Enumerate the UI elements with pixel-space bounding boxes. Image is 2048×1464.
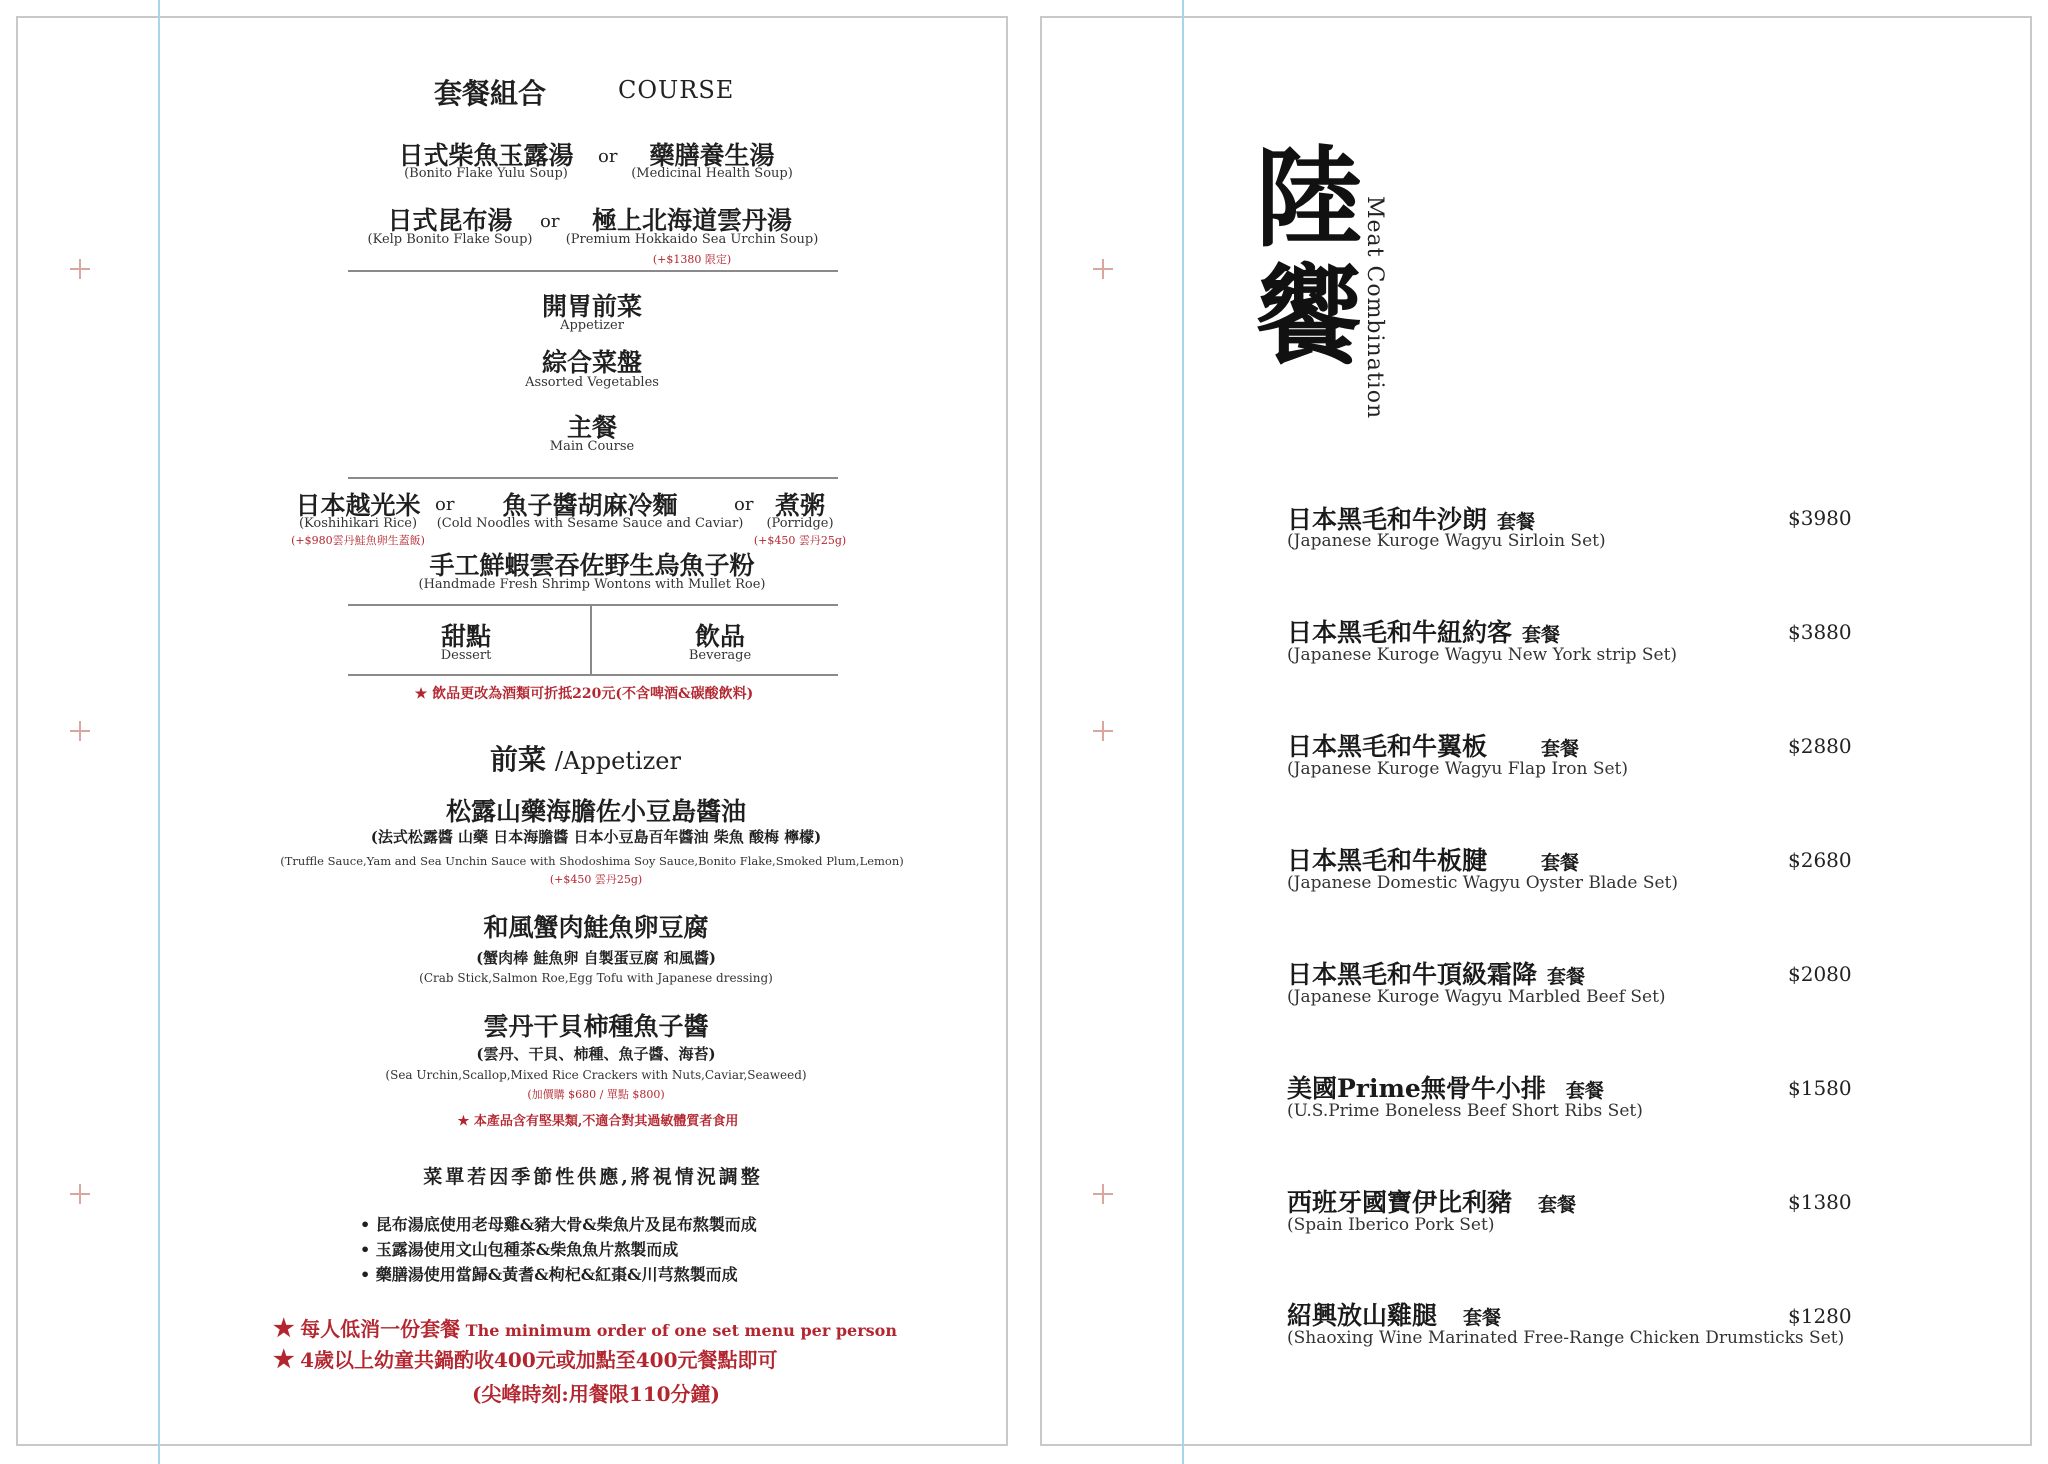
menu-item-en: (Japanese Kuroge Wagyu Sirloin Set) <box>1287 531 1606 551</box>
star-icon: ★ <box>273 1344 295 1373</box>
appetizer-urchin-note: (加價購 $680 / 單點 $800) <box>527 1088 665 1101</box>
or-label: or <box>598 146 618 167</box>
menu-item-en: (U.S.Prime Boneless Beef Short Ribs Set) <box>1287 1101 1643 1121</box>
appetizer-urchin-sub: (雲丹、干貝、柿種、魚子醬、海苔) <box>476 1045 716 1063</box>
course-vegetables-en: Assorted Vegetables <box>525 375 659 390</box>
policy-children <box>273 1344 778 1373</box>
beverage-en: Beverage <box>688 648 752 663</box>
season-note: 菜單若因季節性供應,將視情況調整 <box>423 1166 763 1188</box>
set-tag: 套餐 <box>1522 624 1561 646</box>
nut-warning <box>458 1110 739 1129</box>
list-item: • 藥膳湯使用當歸&黃耆&枸杞&紅棗&川芎熬製而成 <box>360 1265 738 1284</box>
set-tag: 套餐 <box>1538 1194 1577 1216</box>
list-item: • 昆布湯底使用老母雞&豬大骨&柴魚片及昆布熬製而成 <box>360 1215 757 1234</box>
set-tag: 套餐 <box>1541 738 1580 760</box>
set-tag: 套餐 <box>1463 1307 1502 1329</box>
drink-note-text: 飲品更改為酒類可折抵220元(不含啤酒&碳酸飲料) <box>432 686 754 702</box>
nut-warning-text: 本產品含有堅果類,不適合對其過敏體質者食用 <box>473 1114 739 1129</box>
menu-item-price: $1280 <box>1788 1304 1852 1328</box>
menu-item-price: $1580 <box>1788 1076 1852 1100</box>
main-noodles-en: (Cold Noodles with Sesame Sauce and Caviar) <box>436 516 744 531</box>
course-heading-zh: 套餐組合 <box>434 77 547 110</box>
appetizer-heading-en: /Appetizer <box>554 747 681 775</box>
divider <box>348 270 838 272</box>
crop-mark <box>1093 259 1113 279</box>
drink-note <box>415 683 754 703</box>
main-porridge-note: (+$450 雲丹25g) <box>753 534 847 547</box>
course-appetizer-zh: 開胃前菜 <box>541 292 643 321</box>
set-tag: 套餐 <box>1541 852 1580 874</box>
appetizer-truffle-sub: (法式松露醬 山藥 日本海膽醬 日本小豆島百年醬油 柴魚 酸梅 檸檬) <box>370 828 822 846</box>
divider <box>348 674 838 676</box>
appetizer-crab-sub: (蟹肉棒 鮭魚卵 自製蛋豆腐 和風醬) <box>476 949 716 967</box>
menu-item-name: 日本黑毛和牛紐約客 套餐 <box>1287 618 1561 647</box>
policy-minimum-en: The minimum order of one set menu per person <box>465 1321 897 1340</box>
or-label: or <box>435 494 455 515</box>
menu-item-name: 日本黑毛和牛頂級霜降 套餐 <box>1287 960 1586 989</box>
divider <box>348 604 838 606</box>
soup-urchin-note: (+$1380 限定) <box>652 253 732 266</box>
menu-item-price: $3880 <box>1788 620 1852 644</box>
peak-hours-note: (尖峰時刻:用餐限110分鐘) <box>471 1382 721 1406</box>
dessert-en: Dessert <box>440 648 492 663</box>
soup-bonito-zh: 日式柴魚玉露湯 <box>398 141 574 170</box>
soup-kelp-zh: 日式昆布湯 <box>387 206 513 235</box>
menu-item-price: $2680 <box>1788 848 1852 872</box>
appetizer-heading-zh: 前菜 <box>490 743 547 776</box>
menu-item-price: $1380 <box>1788 1190 1852 1214</box>
crop-mark <box>1093 1184 1113 1204</box>
set-tag: 套餐 <box>1547 966 1586 988</box>
crop-mark <box>70 721 90 741</box>
soup-bonito-en: (Bonito Flake Yulu Soup) <box>404 166 568 181</box>
course-main-zh: 主餐 <box>566 413 618 442</box>
course-main-en: Main Course <box>549 439 635 454</box>
menu-item-name: 美國Prime無骨牛小排 套餐 <box>1287 1074 1604 1103</box>
menu-item-name: 日本黑毛和牛沙朗 套餐 <box>1287 505 1536 534</box>
guide-line <box>158 0 160 1464</box>
crop-mark <box>70 1184 90 1204</box>
menu-item-name: 西班牙國寶伊比利豬 套餐 <box>1287 1188 1577 1217</box>
soup-urchin-zh: 極上北海道雲丹湯 <box>591 206 793 235</box>
menu-item-en: (Japanese Kuroge Wagyu Marbled Beef Set) <box>1287 987 1666 1007</box>
star-icon: ★ <box>273 1313 295 1342</box>
course-vegetables-zh: 綜合菜盤 <box>541 348 643 377</box>
main-rice-zh: 日本越光米 <box>295 491 421 520</box>
menu-item-price: $3980 <box>1788 506 1852 530</box>
soup-notes-list <box>360 1212 757 1287</box>
or-label: or <box>540 211 560 232</box>
main-noodles-zh: 魚子醬胡麻冷麵 <box>502 491 678 520</box>
appetizer-truffle-zh: 松露山藥海膽佐小豆島醬油 <box>445 797 747 826</box>
appetizer-urchin-zh: 雲丹干貝柿種魚子醬 <box>483 1012 709 1041</box>
course-appetizer-en: Appetizer <box>560 318 624 333</box>
appetizer-crab-en: (Crab Stick,Salmon Roe,Egg Tofu with Japanese dressing) <box>419 971 773 985</box>
menu-item-price: $2080 <box>1788 962 1852 986</box>
soup-medicinal-en: (Medicinal Health Soup) <box>631 166 793 181</box>
crop-mark <box>1093 721 1113 741</box>
menu-item-en: (Spain Iberico Pork Set) <box>1287 1215 1495 1235</box>
appetizer-truffle-en: (Truffle Sauce,Yam and Sea Unchin Sauce with Shodoshima Soy Sauce,Bonito Flake,Smoked Plum,Lemon) <box>280 854 904 868</box>
soup-urchin-en: (Premium Hokkaido Sea Urchin Soup) <box>565 232 819 247</box>
main-porridge-zh: 煮粥 <box>774 491 826 520</box>
star-icon: ★ <box>457 1114 470 1129</box>
star-icon: ★ <box>414 686 428 702</box>
divider <box>348 477 838 479</box>
menu-item-en: (Shaoxing Wine Marinated Free-Range Chicken Drumsticks Set) <box>1287 1328 1845 1348</box>
wonton-zh: 手工鮮蝦雲吞佐野生烏魚子粉 <box>429 551 755 580</box>
divider <box>590 604 592 674</box>
set-tag: 套餐 <box>1565 1080 1604 1102</box>
policy-minimum-zh: 每人低消一份套餐 <box>300 1317 461 1341</box>
main-rice-en: (Koshihikari Rice) <box>298 516 418 531</box>
menu-item-en: (Japanese Domestic Wagyu Oyster Blade Set) <box>1287 873 1678 893</box>
set-tag: 套餐 <box>1497 511 1536 533</box>
policy-children-text: 4歲以上幼童共鍋酌收400元或加點至400元餐點即可 <box>300 1348 778 1372</box>
course-heading-en: COURSE <box>618 76 735 104</box>
main-porridge-en: (Porridge) <box>766 516 834 531</box>
menu-item-name: 紹興放山雞腿 套餐 <box>1287 1301 1502 1330</box>
or-label: or <box>734 494 754 515</box>
menu-item-en: (Japanese Kuroge Wagyu New York strip Set) <box>1287 645 1678 665</box>
beverage-zh: 飲品 <box>694 622 746 651</box>
appetizer-truffle-note: (+$450 雲丹25g) <box>549 873 643 886</box>
dessert-zh: 甜點 <box>440 622 492 651</box>
menu-item-name: 日本黑毛和牛板腱 套餐 <box>1287 846 1580 875</box>
appetizer-heading <box>490 738 681 778</box>
menu-item-en: (Japanese Kuroge Wagyu Flap Iron Set) <box>1287 759 1629 779</box>
soup-medicinal-zh: 藥膳養生湯 <box>649 141 775 170</box>
brand-subtitle-en: Meat Combination <box>1362 196 1387 420</box>
policy-minimum-order <box>273 1313 897 1342</box>
main-rice-note: (+$980雲丹鮭魚卵生蓋飯) <box>291 534 425 547</box>
soup-kelp-en: (Kelp Bonito Flake Soup) <box>367 232 533 247</box>
guide-line <box>1182 0 1184 1464</box>
appetizer-urchin-en: (Sea Urchin,Scallop,Mixed Rice Crackers with Nuts,Caviar,Seaweed) <box>385 1068 807 1082</box>
brand-logo-zh: 陸饗 <box>1255 136 1364 380</box>
menu-item-price: $2880 <box>1788 734 1852 758</box>
appetizer-crab-zh: 和風蟹肉鮭魚卵豆腐 <box>483 913 709 942</box>
wonton-en: (Handmade Fresh Shrimp Wontons with Mullet Roe) <box>418 577 766 592</box>
menu-item-name: 日本黑毛和牛翼板 套餐 <box>1287 732 1580 761</box>
crop-mark <box>70 259 90 279</box>
list-item: • 玉露湯使用文山包種茶&柴魚魚片熬製而成 <box>360 1240 679 1259</box>
